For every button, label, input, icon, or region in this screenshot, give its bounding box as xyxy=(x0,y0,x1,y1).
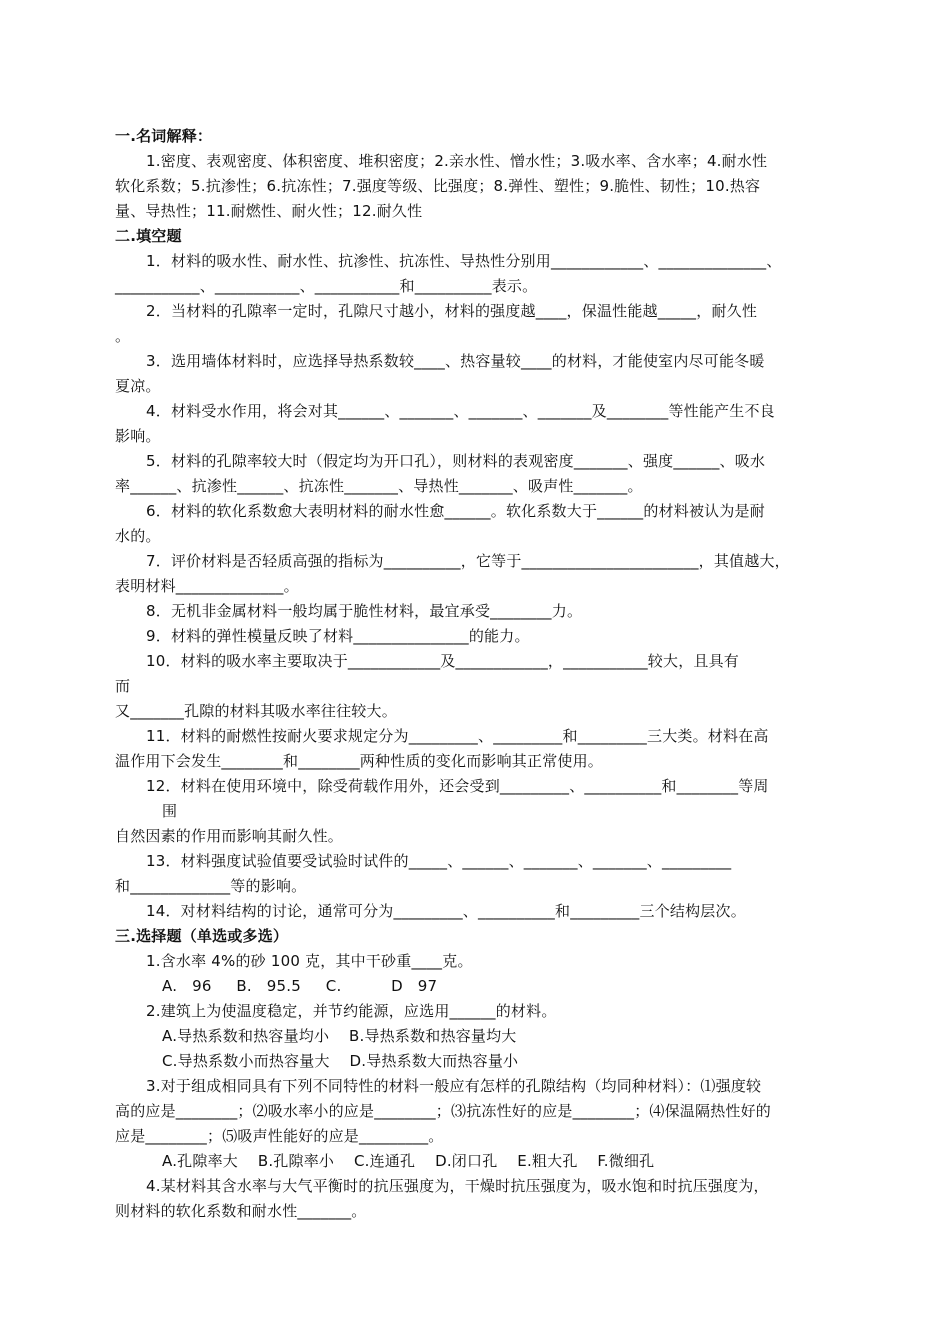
question-line: 10．材料的吸水率主要取决于____________及____________，___________较大，且具有 xyxy=(146,652,739,670)
question-line: 12．材料在使用环境中，除受荷载作用外，还会受到_________、__________和________等周 xyxy=(146,777,769,795)
question-line: ___________、___________、___________和__________表示。 xyxy=(115,277,538,295)
question-line: 高的应是________；⑵吸水率小的应是________；⑶抗冻性好的应是________；⑷保温隔热性好的 xyxy=(115,1102,772,1120)
question-line: 13．材料强度试验值要受试验时试件的_____、______、_______、_______、_________ xyxy=(146,852,732,870)
section-heading-definitions: 一.名词解释： xyxy=(115,127,213,145)
question-line: 。 xyxy=(115,327,131,345)
text-line: 软化系数；5.抗渗性；6.抗冻性；7.强度等级、比强度；8.弹性、塑性；9.脆性、韧性；10.热容 xyxy=(115,177,761,195)
question-line: 影响。 xyxy=(115,427,161,445)
choice-options: A. 96 B. 95.5 C. D 97 xyxy=(162,977,438,995)
question-line: 8．无机非金属材料一般均属于脆性材料，最宜承受________力。 xyxy=(146,602,583,620)
question-line: 4.某材料其含水率与大气平衡时的抗压强度为，干燥时抗压强度为，吸水饱和时抗压强度为， xyxy=(146,1177,769,1195)
question-line: 11．材料的耐燃性按耐火要求规定分为_________、_________和_________三大类。材料在高 xyxy=(146,727,769,745)
question-line: 又_______孔隙的材料其吸水率往往较大。 xyxy=(115,702,397,720)
question-line: 夏凉。 xyxy=(115,377,161,395)
question-line: 温作用下会发生________和________两种性质的变化而影响其正常使用。 xyxy=(115,752,604,770)
question-line: 2.建筑上为使温度稳定，并节约能源，应选用______的材料。 xyxy=(146,1002,557,1020)
question-line: 表明材料______________。 xyxy=(115,577,299,595)
question-line: 1.含水率 4%的砂 100 克，其中干砂重____克。 xyxy=(146,952,473,970)
question-line: 3.对于组成相同具有下列不同特性的材料一般应有怎样的孔隙结构（均同种材料）：⑴强度较 xyxy=(146,1077,762,1095)
choice-options: A.孔隙率大 B.孔隙率小 C.连通孔 D.闭口孔 E.粗大孔 F.微细孔 xyxy=(162,1152,655,1170)
question-line: 而 xyxy=(115,677,131,695)
question-line: 9．材料的弹性模量反映了材料_______________的能力。 xyxy=(146,627,530,645)
question-line: 应是________；⑸吸声性能好的应是_________。 xyxy=(115,1127,444,1145)
text-line: 量、导热性；11.耐燃性、耐火性；12.耐久性 xyxy=(115,202,423,220)
choice-options: C.导热系数小而热容量大 D.导热系数大而热容量小 xyxy=(162,1052,519,1070)
section-heading-fill-blank: 二.填空题 xyxy=(115,227,182,245)
question-line: 2．当材料的孔隙率一定时，孔隙尺寸越小，材料的强度越____，保温性能越_____，耐久性 xyxy=(146,302,758,320)
question-line: 5．材料的孔隙率较大时（假定均为开口孔），则材料的表观密度_______、强度______、吸水 xyxy=(146,452,766,470)
question-line: 14．对材料结构的讨论，通常可分为_________、__________和_________三个结构层次。 xyxy=(146,902,746,920)
question-line: 1．材料的吸水性、耐水性、抗渗性、抗冻性、导热性分别用____________、______________、 xyxy=(146,252,782,270)
question-line: 自然因素的作用而影响其耐久性。 xyxy=(115,827,344,845)
question-line: 则材料的软化系数和耐水性_______。 xyxy=(115,1202,367,1220)
question-line: 3．选用墙体材料时，应选择导热系数较____、热容量较____的材料，才能使室内尽可能冬暖 xyxy=(146,352,765,370)
choice-options: A.导热系数和热容量均小 B.导热系数和热容量均大 xyxy=(162,1027,517,1045)
question-line: 7．评价材料是否轻质高强的指标为__________，它等于_______________________，其值越大， xyxy=(146,552,790,570)
question-line: 水的。 xyxy=(115,527,161,545)
question-line: 率______、抗渗性______、抗冻性_______、导热性_______、吸声性_______。 xyxy=(115,477,643,495)
question-line: 6．材料的软化系数愈大表明材料的耐水性愈______。软化系数大于______的材料被认为是耐 xyxy=(146,502,765,520)
question-line: 4．材料受水作用，将会对其______、_______、_______、_______及________等性能产生不良 xyxy=(146,402,775,420)
section-heading-multiple-choice: 三.选择题（单选或多选） xyxy=(115,927,289,945)
text-line: 1.密度、表观密度、体积密度、堆积密度；2.亲水性、憎水性；3.吸水率、含水率；4.耐水性 xyxy=(146,152,768,170)
question-line: 围 xyxy=(162,802,178,820)
question-line: 和_____________等的影响。 xyxy=(115,877,307,895)
